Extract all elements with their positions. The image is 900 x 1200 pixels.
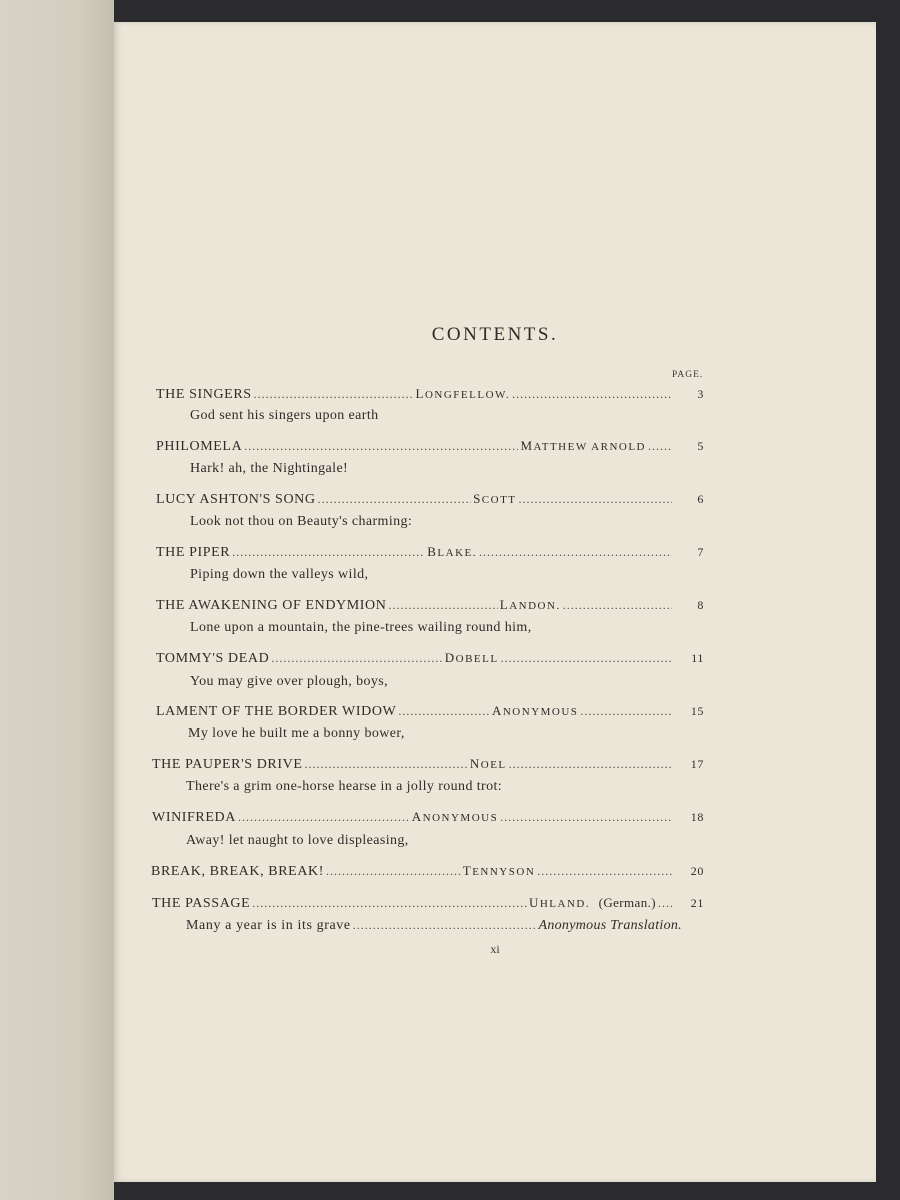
- dot-leader: [305, 757, 468, 772]
- toc-entry-title-row: [156, 386, 704, 406]
- entry-first-line: Hark! ah, the Nightingale!: [190, 461, 349, 476]
- entry-title: PHILOMELA: [156, 439, 243, 454]
- entry-title: LAMENT OF THE BORDER WIDOW: [156, 704, 397, 719]
- entry-author: DOBELL: [444, 650, 499, 665]
- entry-author: UHLAND. (German.): [528, 895, 656, 910]
- entry-title: LUCY ASHTON'S SONG: [156, 492, 316, 507]
- translation-note: Anonymous Translation.: [538, 918, 682, 933]
- entry-first-line: My love he built me a bonny bower,: [188, 726, 405, 741]
- page-folio: xi: [490, 942, 500, 956]
- entry-page-number: 15: [690, 704, 705, 718]
- dot-leader: [271, 651, 442, 666]
- entry-page-number: 20: [690, 864, 704, 878]
- entry-first-line: Many a year is in its grave: [186, 918, 351, 933]
- entry-first-line: You may give over plough, boys,: [190, 674, 389, 689]
- entry-first-line: Look not thou on Beauty's charming:: [190, 514, 413, 529]
- dot-leader: [244, 439, 518, 454]
- toc-entry-title-row: [156, 703, 704, 723]
- entry-page-number: 18: [690, 810, 704, 824]
- entry-author: MATTHEW ARNOLD: [520, 438, 646, 453]
- entry-title: THE PASSAGE: [152, 896, 251, 911]
- dot-leader: [648, 439, 672, 454]
- entry-author: BLAKE.: [427, 544, 477, 559]
- dot-leader: [232, 545, 425, 560]
- dot-leader: [326, 864, 461, 879]
- dot-leader: [658, 896, 672, 911]
- entry-first-line: Lone upon a mountain, the pine-trees wailing round him,: [190, 620, 532, 635]
- toc-entry-title-row: [151, 863, 704, 883]
- dot-leader: [512, 387, 672, 402]
- entry-page-number: 11: [691, 651, 704, 665]
- entry-author: ANONYMOUS: [491, 703, 579, 718]
- dot-leader: [479, 545, 672, 560]
- entry-page-number: 7: [697, 545, 704, 559]
- entry-first-line: God sent his singers upon earth: [190, 408, 379, 423]
- toc-entry-subline-row: [186, 918, 682, 938]
- dot-leader: [563, 598, 672, 613]
- dot-leader: [254, 387, 414, 402]
- entry-page-number: 21: [690, 896, 704, 910]
- dot-leader: [500, 810, 672, 825]
- toc-entry-title-row: [156, 544, 704, 564]
- dot-leader: [580, 704, 672, 719]
- dot-leader: [519, 492, 672, 507]
- entry-page-number: 3: [697, 387, 704, 401]
- entry-author: LONGFELLOW.: [415, 386, 511, 401]
- entry-title: TOMMY'S DEAD: [156, 651, 270, 666]
- dot-leader: [537, 864, 672, 879]
- dot-leader: [388, 598, 497, 613]
- entry-title: THE PIPER: [156, 545, 231, 560]
- toc-entry-title-row: [152, 756, 704, 776]
- contents-heading: CONTENTS.: [431, 324, 559, 345]
- entry-title: WINIFREDA: [152, 810, 236, 825]
- entry-author: LANDON.: [499, 597, 561, 612]
- toc-entry-title-row: [156, 491, 704, 511]
- entry-page-number: 6: [697, 492, 705, 506]
- dot-leader: [501, 651, 672, 666]
- dot-leader: [252, 896, 527, 911]
- entry-title: THE SINGERS: [156, 387, 252, 402]
- entry-author: TENNYSON: [462, 863, 536, 878]
- dot-leader: [509, 757, 672, 772]
- entry-author: SCOTT: [473, 491, 517, 506]
- toc-entry-title-row: [156, 438, 704, 458]
- entry-title: THE AWAKENING OF ENDYMION: [156, 598, 387, 613]
- toc-entry-title-row: [152, 895, 704, 915]
- page-column-label: PAGE.: [672, 370, 704, 380]
- entry-first-line: There's a grim one-horse hearse in a jolly round trot:: [186, 779, 503, 794]
- toc-entry-title-row: [156, 650, 704, 670]
- entry-author: NOEL: [469, 756, 507, 771]
- toc-entry-title-row: [156, 597, 704, 617]
- entry-page-number: 5: [697, 439, 704, 453]
- entry-author: ANONYMOUS: [411, 809, 499, 824]
- entry-first-line: Piping down the valleys wild,: [190, 567, 369, 582]
- entry-first-line: Away! let naught to love displeasing,: [186, 833, 409, 848]
- facing-page: [0, 0, 114, 1200]
- dot-leader: [398, 704, 490, 719]
- entry-page-number: 17: [690, 757, 704, 771]
- book-page: [114, 22, 876, 1182]
- toc-entry-title-row: [152, 809, 704, 829]
- entry-title: THE PAUPER'S DRIVE: [152, 757, 303, 772]
- dot-leader: [318, 492, 471, 507]
- dot-leader: [353, 918, 537, 933]
- entry-page-number: 8: [697, 598, 704, 612]
- entry-title: BREAK, BREAK, BREAK!: [151, 864, 325, 879]
- dot-leader: [238, 810, 410, 825]
